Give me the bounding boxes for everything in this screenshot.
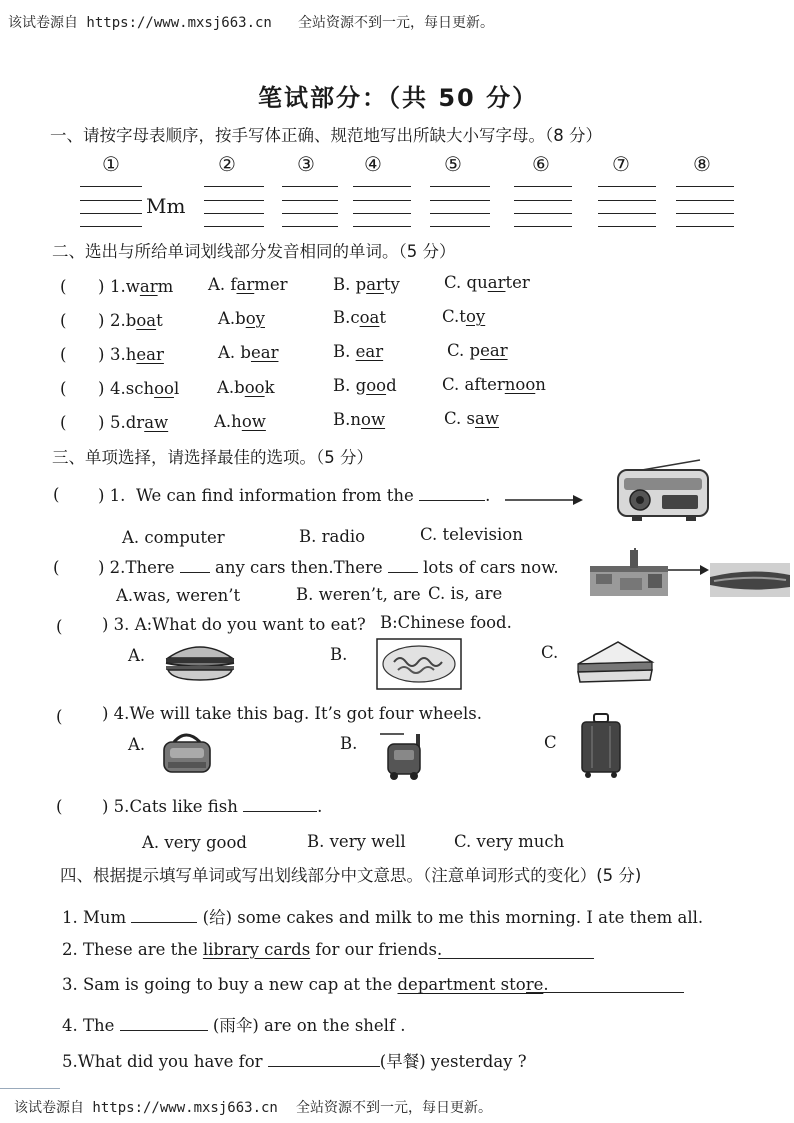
- answer-paren-close: ): [98, 277, 105, 296]
- word: 3.hear: [110, 345, 164, 364]
- answer-paren-close: ): [98, 379, 105, 398]
- word: 2.boat: [110, 311, 163, 330]
- number-3: ③: [297, 152, 315, 176]
- section3-title: 三、单项选择，请选择最佳的选项。（5 分）: [52, 448, 373, 467]
- s4-q1: 1. Mum (给) some cakes and milk to me this morning. I ate them all.: [62, 908, 704, 927]
- modern-street-photo: [710, 563, 790, 597]
- old-street-photo: [590, 548, 668, 596]
- option-c[interactable]: C. afternoon: [442, 375, 546, 394]
- q5-text: ) 5.Cats like fish .: [102, 797, 323, 816]
- q3-option-c[interactable]: C.: [541, 643, 559, 662]
- given-letter: Mm: [146, 194, 186, 218]
- q4-option-a[interactable]: A.: [128, 735, 146, 754]
- s4-q4: 4. The (雨伞) are on the shelf .: [62, 1016, 406, 1035]
- option-b[interactable]: B. good: [333, 376, 397, 395]
- hamburger-icon: [162, 640, 238, 682]
- q1-option-a[interactable]: A. computer: [122, 528, 225, 547]
- chinese-food-icon: [376, 638, 462, 690]
- q4-text: ) 4.We will take this bag. It’s got four wheels.: [102, 704, 482, 723]
- footer-rule: [0, 1088, 60, 1089]
- option-a[interactable]: A.how: [214, 412, 266, 431]
- answer-paren-close: ): [98, 413, 105, 432]
- option-b[interactable]: B.coat: [333, 308, 387, 327]
- q2-option-a[interactable]: A.was, weren’t: [116, 586, 241, 605]
- option-b[interactable]: B.now: [333, 410, 386, 429]
- q5-option-a[interactable]: A. very good: [142, 833, 247, 852]
- answer-paren-close: ): [98, 345, 105, 364]
- arrow-icon: [505, 493, 585, 507]
- number-4: ④: [364, 152, 382, 176]
- s4-q3: 3. Sam is going to buy a new cap at the department store.: [62, 975, 549, 994]
- option-b[interactable]: B. party: [333, 275, 400, 294]
- number-7: ⑦: [612, 152, 630, 176]
- option-a[interactable]: A. bear: [218, 343, 279, 362]
- word: 1.warm: [110, 277, 174, 296]
- q4-option-c[interactable]: C: [544, 733, 557, 752]
- q1-option-b[interactable]: B. radio: [299, 527, 366, 546]
- q2-option-b[interactable]: B. weren’t, are: [296, 585, 421, 604]
- q3-text-b: B:Chinese food.: [380, 613, 512, 632]
- number-6: ⑥: [532, 152, 550, 176]
- page-title: 笔试部分：（共 50 分）: [258, 84, 539, 112]
- duffel-bag-icon: [160, 728, 214, 774]
- q1-option-c[interactable]: C. television: [420, 525, 523, 544]
- answer-paren-open[interactable]: (: [60, 277, 67, 296]
- answer-paren-open[interactable]: (: [60, 413, 67, 432]
- q3-paren[interactable]: (: [56, 617, 63, 636]
- footer-slogan: 全站资源不到一元，每日更新。: [296, 1100, 492, 1116]
- q4-option-b[interactable]: B.: [340, 734, 358, 753]
- number-2: ②: [218, 152, 236, 176]
- radio-icon: [612, 458, 712, 522]
- word: 4.school: [110, 379, 180, 398]
- number-5: ⑤: [444, 152, 462, 176]
- section2-title: 二、选出与所给单词划线部分发音相同的单词。（5 分）: [52, 242, 456, 261]
- s4-q5: 5.What did you have for (早餐) yesterday ?: [62, 1052, 527, 1071]
- q3-option-b[interactable]: B.: [330, 645, 348, 664]
- answer-paren-open[interactable]: (: [60, 345, 67, 364]
- option-c[interactable]: C. saw: [444, 409, 499, 428]
- option-a[interactable]: A.book: [217, 378, 275, 397]
- option-c[interactable]: C. quarter: [444, 273, 530, 292]
- q3-option-a[interactable]: A.: [128, 646, 146, 665]
- answer-paren-open[interactable]: (: [60, 379, 67, 398]
- s4-q3-answer-line[interactable]: [526, 992, 684, 993]
- number-8: ⑧: [693, 152, 711, 176]
- wheeled-backpack-icon: [376, 728, 432, 782]
- q1-text: ) 1. We can find information from the .: [98, 486, 491, 505]
- option-c[interactable]: C. pear: [447, 341, 508, 360]
- answer-paren-close: ): [98, 311, 105, 330]
- q2-text: ) 2.There any cars then.There lots of cars now.: [98, 558, 559, 577]
- header-source: 该试卷源自 https://www.mxsj663.cn: [8, 15, 272, 31]
- q1-paren[interactable]: (: [53, 485, 60, 504]
- header-slogan: 全站资源不到一元，每日更新。: [298, 15, 494, 31]
- q5-option-c[interactable]: C. very much: [454, 832, 565, 851]
- word: 5.draw: [110, 413, 169, 432]
- q4-paren[interactable]: (: [56, 707, 63, 726]
- sandwich-icon: [574, 636, 656, 686]
- option-c[interactable]: C.toy: [442, 307, 486, 326]
- section1-title: 一、请按字母表顺序，按手写体正确、规范地写出所缺大小写字母。（8 分）: [50, 126, 602, 145]
- answer-paren-open[interactable]: (: [60, 311, 67, 330]
- option-a[interactable]: A. farmer: [208, 275, 288, 294]
- q2-option-c[interactable]: C. is, are: [428, 584, 503, 603]
- footer-source: 该试卷源自 https://www.mxsj663.cn: [14, 1100, 278, 1116]
- s4-q2: 2. These are the library cards for our friends.: [62, 940, 443, 959]
- arrow-icon: [668, 563, 710, 577]
- section4-title: 四、根据提示填写单词或写出划线部分中文意思。（注意单词形式的变化）(5 分): [60, 866, 642, 885]
- option-a[interactable]: A.boy: [218, 309, 265, 328]
- q3-text: ) 3. A:What do you want to eat?: [102, 615, 366, 634]
- q5-option-b[interactable]: B. very well: [307, 832, 406, 851]
- option-b[interactable]: B. ear: [333, 342, 384, 361]
- number-1: ①: [102, 152, 120, 176]
- q2-paren[interactable]: (: [53, 558, 60, 577]
- suitcase-icon: [578, 712, 624, 780]
- q5-paren[interactable]: (: [56, 797, 63, 816]
- s4-q2-answer-line[interactable]: [438, 958, 594, 959]
